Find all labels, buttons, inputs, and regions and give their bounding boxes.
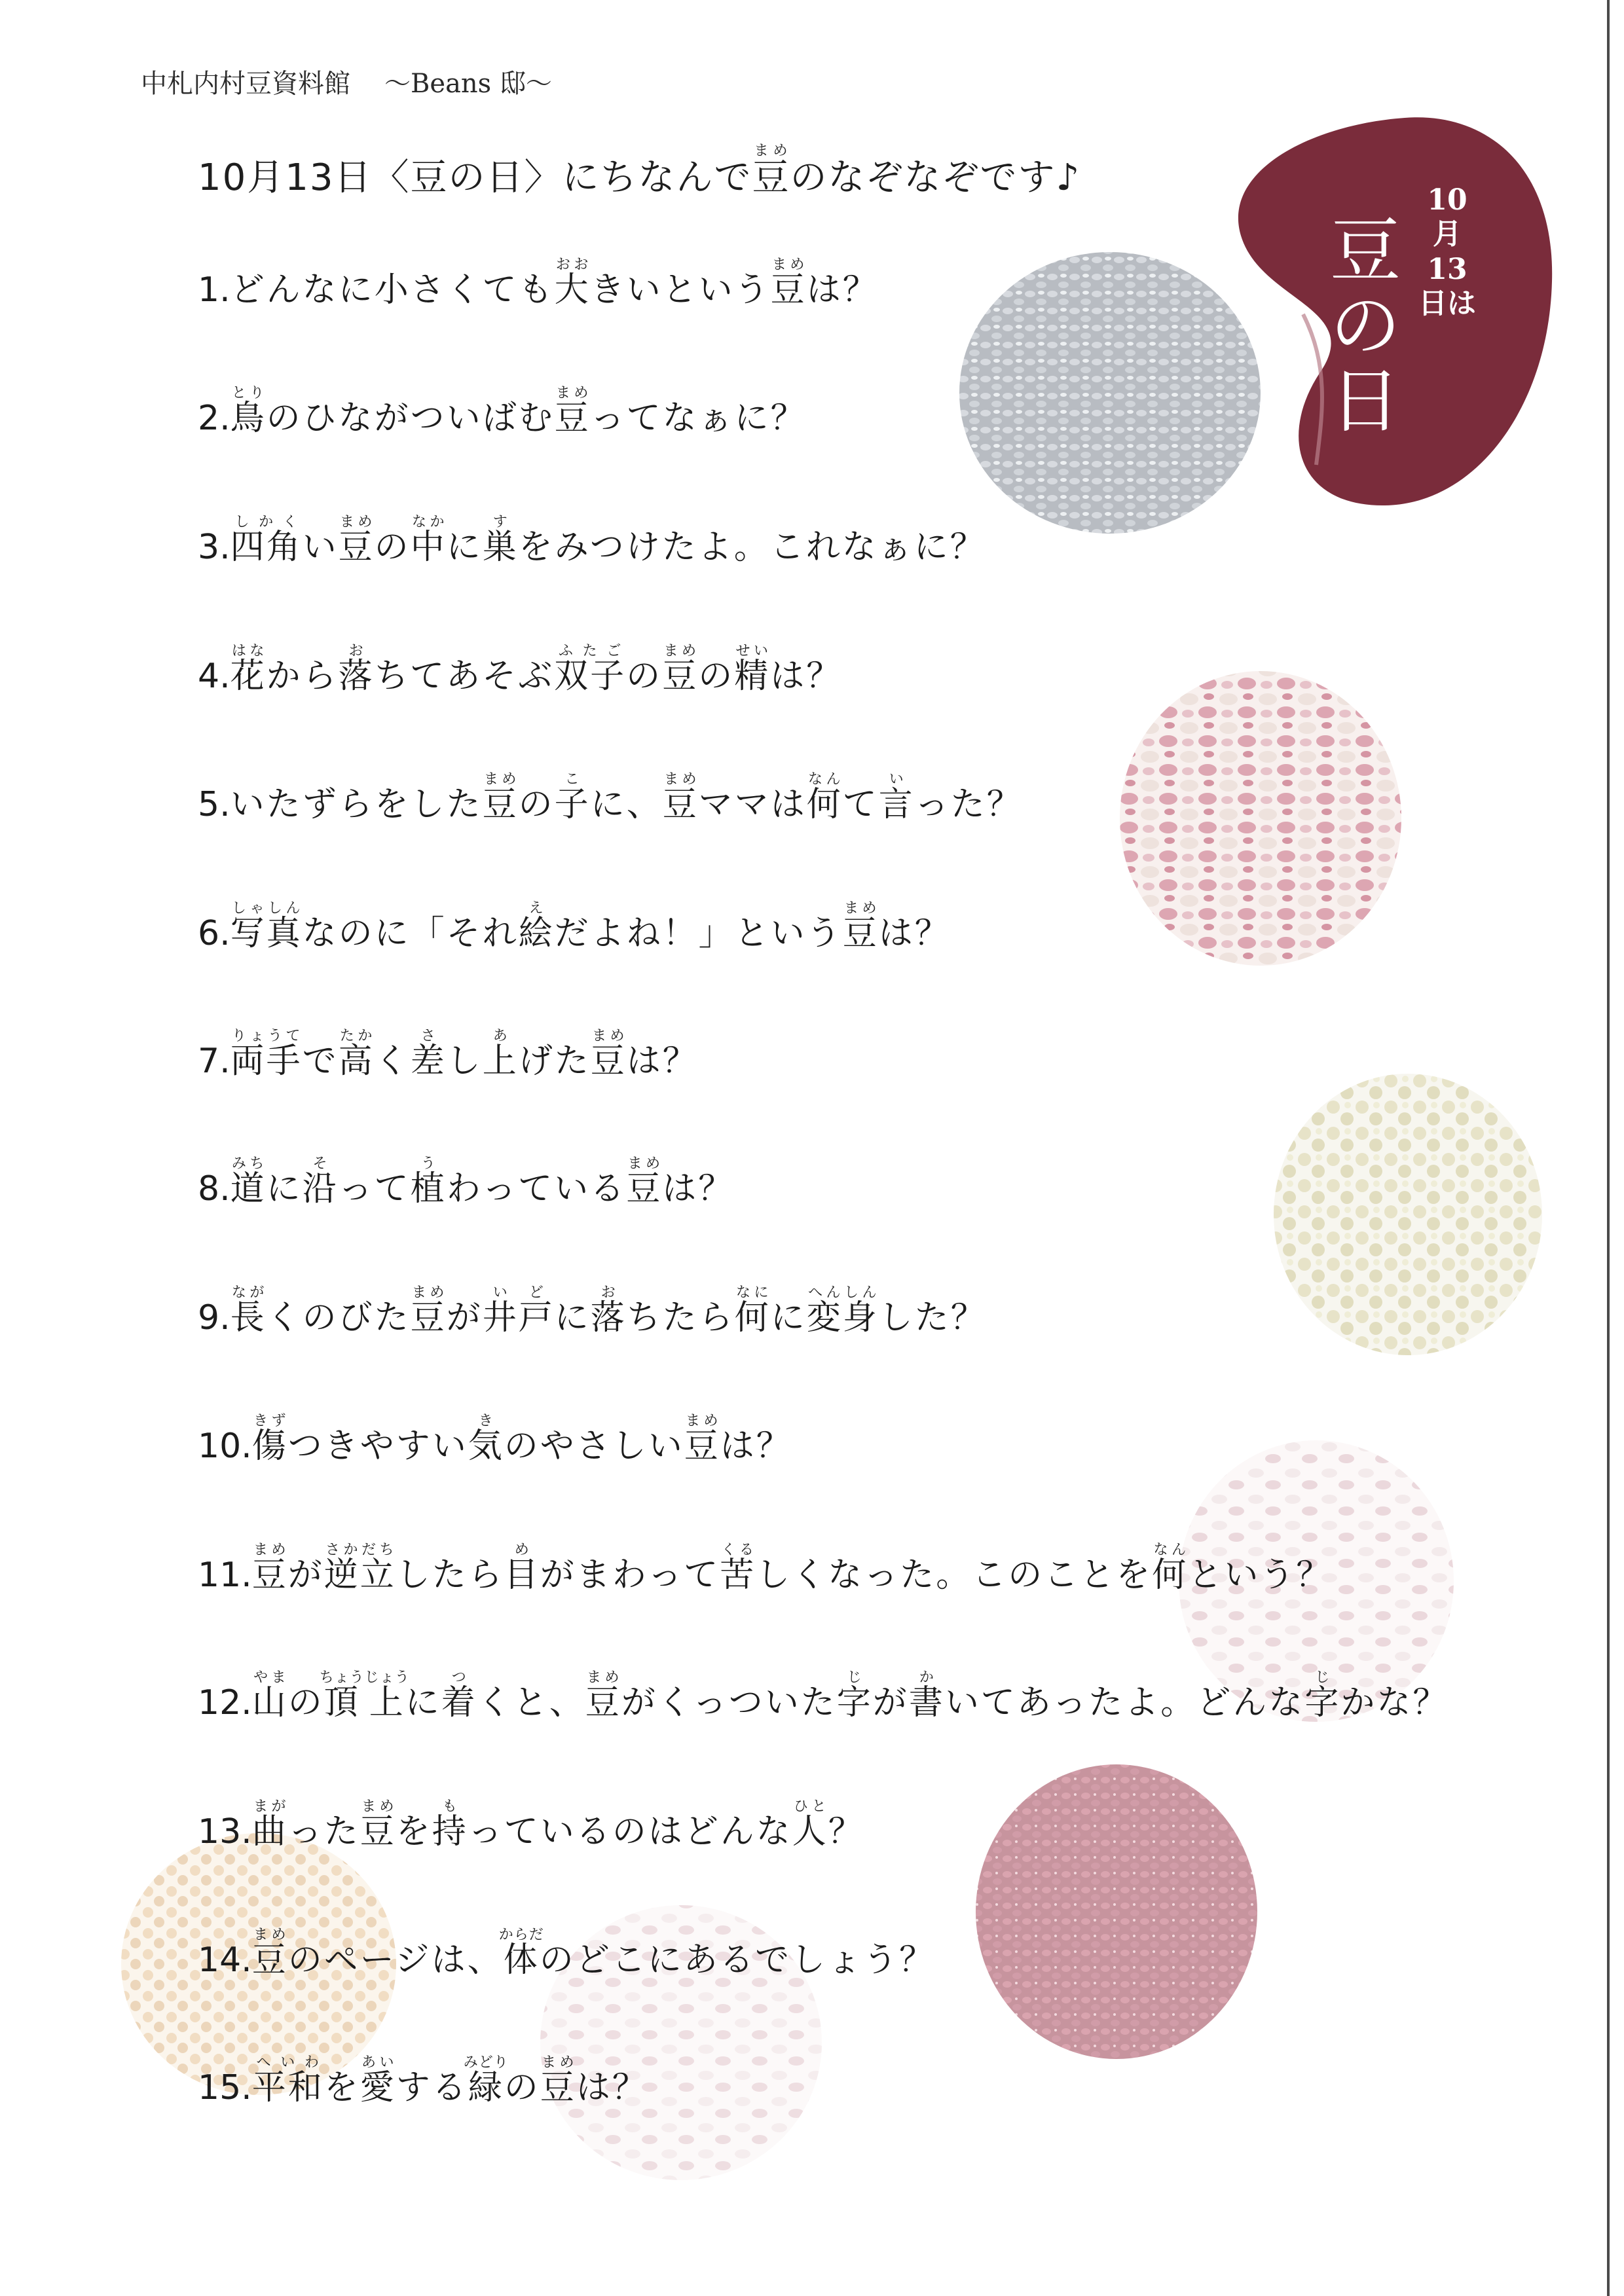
furigana-word: 豆まめ: [752, 143, 790, 199]
text-segment: のやさしい: [504, 1427, 684, 1466]
furigana-reading: やま: [251, 1669, 288, 1686]
furigana-word: 豆まめ: [482, 771, 519, 824]
text-segment: に: [554, 1298, 591, 1338]
furigana-reading: あい: [360, 2054, 396, 2071]
furigana-word: 両手りょうて: [230, 1028, 303, 1081]
text-segment: の: [626, 657, 663, 696]
furigana-reading: まめ: [770, 257, 807, 273]
text-segment: く: [374, 1042, 411, 1081]
furigana-reading: まめ: [482, 771, 519, 788]
question-11: [198, 1542, 1332, 1596]
badge-title-bean: 豆: [1329, 210, 1401, 292]
furigana-reading: まめ: [554, 385, 591, 401]
furigana-word: 四角しかく: [230, 514, 303, 567]
text-segment: が: [287, 1556, 324, 1595]
text-segment: に: [266, 1169, 303, 1209]
furigana-word: 字じ: [1304, 1669, 1341, 1722]
furigana-reading: まめ: [626, 1156, 663, 1172]
text-segment: って: [338, 1169, 411, 1209]
question-number: 9.: [198, 1298, 231, 1338]
furigana-reading: まめ: [360, 1798, 396, 1815]
text-segment: に: [770, 1298, 807, 1338]
furigana-reading: たか: [338, 1028, 375, 1044]
furigana-reading: あ: [482, 1028, 519, 1044]
furigana-word: 井戸いど: [482, 1285, 555, 1338]
furigana-word: 花はな: [230, 643, 267, 696]
question-number: 5.: [198, 785, 231, 824]
furigana-word: 愛あい: [360, 2054, 396, 2107]
question-number: 1.: [198, 270, 231, 310]
furigana-word: 豆まめ: [585, 1669, 621, 1722]
text-segment: のなぞなぞです♪: [790, 156, 1081, 199]
furigana-reading: う: [410, 1156, 447, 1172]
text-segment: で: [302, 1042, 339, 1081]
furigana-word: 写真しゃしん: [230, 900, 303, 953]
text-segment: いたずらをした: [230, 785, 483, 824]
furigana-word: 人ひと: [792, 1798, 828, 1851]
furigana-word: 精せい: [734, 643, 771, 696]
furigana-reading: まめ: [540, 2054, 576, 2071]
question-number: 2.: [198, 399, 231, 438]
text-segment: だよね！」という: [554, 914, 843, 953]
furigana-word: 豆まめ: [842, 900, 879, 953]
scan-edge-line: [1607, 0, 1610, 2296]
text-segment: きいという: [590, 270, 771, 310]
text-segment: ちたら: [626, 1298, 735, 1338]
furigana-reading: か: [908, 1669, 945, 1686]
text-segment: したら: [396, 1556, 504, 1595]
furigana-word: 曲まが: [251, 1798, 288, 1851]
furigana-word: 何なん: [1152, 1542, 1189, 1595]
text-segment: が: [872, 1683, 909, 1722]
furigana-reading: ふたご: [554, 643, 627, 659]
furigana-word: 高たか: [338, 1028, 375, 1081]
text-segment: の: [374, 528, 411, 567]
furigana-reading: からだ: [498, 1927, 544, 1943]
question-number: 14.: [198, 1941, 252, 1980]
text-segment: げた: [518, 1042, 591, 1081]
furigana-reading: いど: [482, 1285, 555, 1301]
question-7: [198, 1028, 699, 1082]
furigana-word: 豆まめ: [590, 1028, 627, 1081]
furigana-reading: も: [432, 1798, 468, 1815]
question-number: 10.: [198, 1427, 252, 1466]
furigana-word: 豆まめ: [410, 1285, 447, 1338]
furigana-word: 豆まめ: [251, 1927, 288, 1980]
question-12: [198, 1669, 1449, 1724]
text-segment: っているのはどんな: [468, 1812, 792, 1851]
furigana-reading: なん: [1152, 1542, 1189, 1558]
furigana-reading: お: [590, 1285, 627, 1301]
badge-date-month: 月: [1433, 217, 1462, 251]
question-14: [198, 1927, 935, 1981]
text-segment: いてあったよ。どんな: [944, 1683, 1305, 1722]
furigana-reading: まめ: [410, 1285, 447, 1301]
red-beans-photo: [976, 1764, 1257, 2059]
furigana-word: 中なか: [410, 514, 447, 567]
furigana-word: 平和へいわ: [251, 2054, 324, 2107]
speckled-beans-photo: [1120, 671, 1401, 966]
furigana-word: 頂上ちょうじょう: [319, 1669, 410, 1722]
furigana-word: 道みち: [230, 1156, 267, 1209]
furigana-reading: きず: [251, 1413, 288, 1429]
question-10: [198, 1413, 792, 1467]
furigana-reading: まめ: [338, 514, 375, 530]
question-5: [198, 771, 1023, 826]
text-segment: 10月13日〈豆の日〉にちなんで: [198, 156, 752, 199]
text-segment: ママは: [698, 785, 807, 824]
text-segment: が: [446, 1298, 483, 1338]
question-number: 15.: [198, 2068, 252, 2107]
intro-line: [198, 143, 1080, 201]
text-segment: に: [446, 528, 483, 567]
furigana-reading: しかく: [230, 514, 303, 530]
furigana-reading: へんしん: [806, 1285, 879, 1301]
furigana-word: 落お: [590, 1285, 627, 1338]
furigana-reading: じ: [836, 1669, 873, 1686]
text-segment: という？: [1188, 1556, 1333, 1595]
furigana-word: 傷きず: [251, 1413, 288, 1466]
furigana-word: 落お: [338, 643, 375, 696]
furigana-word: 苦くる: [720, 1542, 756, 1595]
badge-title-day: 日: [1329, 361, 1401, 443]
text-segment: のページは、: [287, 1941, 504, 1980]
furigana-word: 沿そ: [302, 1156, 339, 1209]
furigana-reading: しゃしん: [230, 900, 303, 917]
furigana-word: 巣す: [482, 514, 519, 567]
text-segment: くと、: [477, 1683, 585, 1722]
text-segment: の: [518, 785, 555, 824]
bean-day-badge: [1215, 98, 1568, 517]
furigana-word: 豆まめ: [554, 385, 591, 438]
furigana-word: 豆まめ: [770, 257, 807, 310]
text-segment: がまわって: [540, 1556, 720, 1595]
furigana-word: 気き: [468, 1413, 504, 1466]
furigana-reading: なん: [806, 771, 843, 788]
furigana-reading: まめ: [842, 900, 879, 917]
furigana-reading: ひと: [792, 1798, 828, 1815]
furigana-word: 双子ふたご: [554, 643, 627, 696]
furigana-reading: お: [338, 643, 375, 659]
furigana-word: 書か: [908, 1669, 945, 1722]
badge-date-10: 10: [1427, 183, 1467, 217]
furigana-word: 豆まめ: [540, 2054, 576, 2107]
furigana-reading: みち: [230, 1156, 267, 1172]
text-segment: は？: [878, 914, 951, 953]
text-segment: つきやすい: [287, 1427, 468, 1466]
furigana-word: 豆まめ: [360, 1798, 396, 1851]
text-segment: は？: [806, 270, 879, 310]
furigana-word: 差さ: [410, 1028, 447, 1081]
furigana-reading: まめ: [662, 643, 699, 659]
furigana-reading: みどり: [463, 2054, 509, 2071]
furigana-word: 上あ: [482, 1028, 519, 1081]
text-segment: のどこにあるでしょう？: [539, 1941, 936, 1980]
text-segment: どんなに小さくても: [230, 270, 555, 310]
text-segment: に: [405, 1683, 441, 1722]
furigana-reading: はな: [230, 643, 267, 659]
furigana-reading: き: [468, 1413, 504, 1429]
furigana-reading: まめ: [251, 1927, 288, 1943]
text-segment: ってなぁに？: [590, 399, 807, 438]
furigana-word: 何なに: [734, 1285, 771, 1338]
question-1: [198, 257, 879, 311]
furigana-reading: じ: [1304, 1669, 1341, 1686]
furigana-word: 長なが: [230, 1285, 267, 1338]
text-segment: は？: [576, 2068, 648, 2107]
furigana-word: 豆まめ: [626, 1156, 663, 1209]
furigana-reading: なに: [734, 1285, 771, 1301]
question-4: [198, 643, 842, 697]
furigana-reading: さ: [410, 1028, 447, 1044]
furigana-word: 字じ: [836, 1669, 873, 1722]
text-segment: の: [287, 1683, 324, 1722]
furigana-reading: そ: [302, 1156, 339, 1172]
text-segment: かな？: [1340, 1683, 1449, 1722]
furigana-word: 豆まめ: [338, 514, 375, 567]
question-number: 13.: [198, 1812, 252, 1851]
question-13: [198, 1798, 864, 1853]
text-segment: は？: [662, 1169, 735, 1209]
furigana-word: 豆まめ: [662, 643, 699, 696]
text-segment: から: [266, 657, 339, 696]
furigana-reading: まめ: [590, 1028, 627, 1044]
badge-date-13: 13: [1427, 253, 1467, 286]
text-segment: ？: [828, 1812, 864, 1851]
text-segment: ちてあそぶ: [374, 657, 555, 696]
text-segment: する: [396, 2068, 468, 2107]
furigana-word: 目め: [504, 1542, 540, 1595]
museum-subtitle: 〜Beans 邸〜: [384, 69, 552, 99]
furigana-reading: くる: [720, 1542, 756, 1558]
furigana-word: 逆立さかだち: [323, 1542, 396, 1595]
question-number: 4.: [198, 657, 231, 696]
badge-date-day: 日は: [1418, 287, 1476, 320]
text-segment: に、: [590, 785, 663, 824]
furigana-reading: なが: [230, 1285, 267, 1301]
question-9: [198, 1285, 987, 1339]
furigana-reading: せい: [734, 643, 771, 659]
furigana-reading: まめ: [585, 1669, 621, 1686]
furigana-reading: す: [482, 514, 519, 530]
text-segment: は？: [626, 1042, 699, 1081]
furigana-reading: さかだち: [323, 1542, 396, 1558]
furigana-word: 豆まめ: [684, 1413, 720, 1466]
furigana-word: 山やま: [251, 1669, 288, 1722]
question-number: 6.: [198, 914, 231, 953]
furigana-reading: つ: [441, 1669, 477, 1686]
furigana-reading: まめ: [752, 143, 790, 159]
soybeans-photo: [1274, 1074, 1542, 1355]
furigana-reading: め: [504, 1542, 540, 1558]
furigana-reading: こ: [554, 771, 591, 788]
furigana-word: 持も: [432, 1798, 468, 1851]
furigana-reading: りょうて: [230, 1028, 303, 1044]
furigana-reading: まめ: [251, 1542, 288, 1558]
text-segment: くのびた: [266, 1298, 411, 1338]
furigana-word: 大おお: [554, 257, 591, 310]
furigana-reading: まが: [251, 1798, 288, 1815]
text-segment: がくっついた: [621, 1683, 837, 1722]
furigana-word: 体からだ: [498, 1927, 544, 1980]
text-segment: の: [504, 2068, 540, 2107]
furigana-reading: おお: [554, 257, 591, 273]
question-6: [198, 900, 951, 955]
furigana-word: 緑みどり: [463, 2054, 509, 2107]
furigana-word: 何なん: [806, 771, 843, 824]
text-segment: なのに「それ: [302, 914, 519, 953]
question-number: 3.: [198, 528, 231, 567]
text-segment: のひながついばむ: [266, 399, 555, 438]
text-segment: を: [396, 1812, 432, 1851]
text-segment: った？: [914, 785, 1023, 824]
furigana-word: 豆まめ: [662, 771, 699, 824]
furigana-word: 絵え: [518, 900, 555, 953]
furigana-reading: まめ: [684, 1413, 720, 1429]
text-segment: し: [446, 1042, 483, 1081]
text-segment: をみつけたよ。これなぁに？: [518, 528, 986, 567]
text-segment: わっている: [446, 1169, 627, 1209]
text-segment: を: [323, 2068, 360, 2107]
question-2: [198, 385, 807, 439]
furigana-reading: い: [878, 771, 915, 788]
question-3: [198, 514, 986, 568]
furigana-word: 植う: [410, 1156, 447, 1209]
furigana-word: 言い: [878, 771, 915, 824]
text-segment: い: [302, 528, 339, 567]
text-segment: った: [287, 1812, 360, 1851]
furigana-word: 鳥とり: [230, 385, 267, 438]
question-8: [198, 1156, 734, 1210]
badge-title-no: の: [1329, 285, 1401, 367]
furigana-reading: ちょうじょう: [319, 1669, 410, 1686]
furigana-word: 変身へんしん: [806, 1285, 879, 1338]
text-segment: は？: [770, 657, 843, 696]
furigana-reading: まめ: [662, 771, 699, 788]
furigana-reading: へいわ: [251, 2054, 324, 2071]
furigana-reading: なか: [410, 514, 447, 530]
question-number: 7.: [198, 1042, 231, 1081]
question-number: 12.: [198, 1683, 252, 1722]
museum-name: 中札内村豆資料館: [141, 69, 350, 99]
text-segment: て: [842, 785, 879, 824]
question-15: [198, 2054, 648, 2109]
question-number: 11.: [198, 1556, 252, 1595]
furigana-word: 豆まめ: [251, 1542, 288, 1595]
question-number: 8.: [198, 1169, 231, 1209]
text-segment: しくなった。このことを: [756, 1556, 1153, 1595]
page-header: [141, 63, 552, 100]
furigana-word: 子こ: [554, 771, 591, 824]
furigana-word: 着つ: [441, 1669, 477, 1722]
furigana-reading: とり: [230, 385, 267, 401]
text-segment: した？: [878, 1298, 987, 1338]
text-segment: の: [698, 657, 735, 696]
text-segment: は？: [720, 1427, 792, 1466]
furigana-reading: え: [518, 900, 555, 917]
